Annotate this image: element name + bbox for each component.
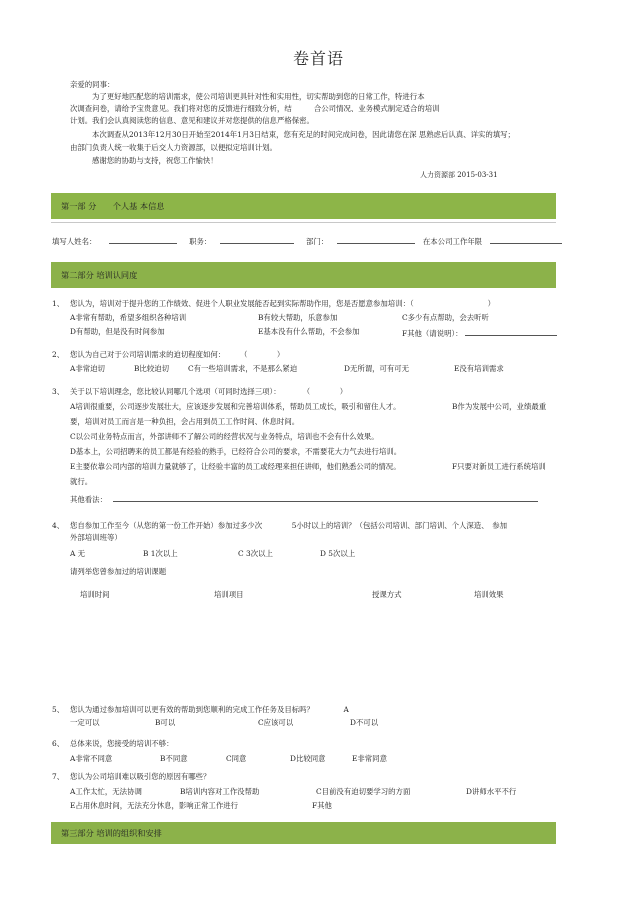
page-title: 卷首语 — [292, 49, 344, 68]
option-c[interactable]: C同意 — [226, 754, 247, 763]
divider — [51, 222, 556, 223]
intro-line: 本次调查从2013年12月30日开始至2014年1月3日结束，您有充足的时间完成问卷，因此请您在深 思熟虑后认真、详实的填写； — [92, 130, 515, 139]
option-d[interactable]: D无所谓，可有可无 — [344, 364, 410, 373]
option-a[interactable]: A非常有帮助，希望多组织各种培训 — [70, 313, 187, 322]
option-b[interactable]: B比较迫切 — [134, 364, 169, 373]
other-field[interactable] — [465, 327, 557, 336]
intro-line: 为了更好地匹配您的培训需求，使公司培训更具针对性和实用性，切实帮助到您的日常工作，特进行本 — [92, 92, 425, 101]
section-header-3: 第三部分 培训的组织和安排 — [51, 822, 556, 844]
option-b[interactable]: B不同意 — [160, 754, 188, 763]
name-label: 填写人姓名： — [52, 237, 97, 246]
personal-info-row — [52, 235, 562, 247]
option-c[interactable]: C应该可以 — [258, 718, 294, 727]
section-header-1: 第一部 分 个人基 本信息 — [51, 193, 556, 219]
option-b[interactable]: B可以 — [155, 718, 176, 727]
option-e[interactable]: E基本没有什么帮助，不会参加 — [258, 327, 360, 336]
option-e[interactable]: E非常同意 — [352, 754, 387, 763]
option-e[interactable]: E占用休息时间，无法充分休息，影响正常工作进行 — [70, 801, 238, 810]
option-f[interactable]: F只要对新员工进行系统培训 — [452, 462, 546, 471]
option-a[interactable]: A非常迫切 — [70, 364, 105, 373]
question-number: 3、 — [52, 387, 65, 396]
option-a[interactable]: A工作太忙，无法协调 — [70, 787, 142, 796]
option-c[interactable]: C有一些培训需求，不是那么紧迫 — [188, 364, 298, 373]
option-d[interactable]: D讲师水平不行 — [466, 787, 517, 796]
option-e[interactable]: E主要依靠公司内部的培训力量就够了，让经验丰富的员工或经理来担任讲师，他们熟悉公司的情况。 — [70, 462, 401, 471]
salutation: 亲爱的同事： — [70, 80, 115, 89]
signature: 人力资源部 2015-03-31 — [420, 171, 498, 179]
option-b-cont: 要，培训对员工而言是一种负担，会占用到员工工作时间、休息时间。 — [70, 417, 300, 426]
question-text: 总体来说，您接受的培训不够： — [70, 739, 174, 748]
section-header-2: 第二部分 培训认同度 — [51, 262, 556, 288]
question-number: 1、 — [52, 299, 65, 308]
other-opinion-field[interactable] — [113, 493, 538, 502]
intro-line: 由部门负责人统一收集于后交人力资源部，以便拟定培训计划。 — [70, 143, 277, 152]
option-b[interactable]: B培训内容对工作没帮助 — [180, 787, 260, 796]
option-d[interactable]: D基本上，公司招聘来的员工都是有经验的熟手，已经符合公司的要求，不需要花大力气去进行培训。 — [70, 447, 402, 456]
option-b[interactable]: B有较大帮助，乐意参加 — [258, 313, 338, 322]
table-header-time: 培训时间 — [80, 590, 110, 599]
question-number: 2、 — [52, 350, 65, 359]
question-text: 关于以下培训理念，您比较认同哪几个选项（可同时选择三项）： （ ） — [70, 387, 348, 396]
option-a[interactable]: A非常不同意 — [70, 754, 113, 763]
option-d[interactable]: D 5次以上 — [320, 549, 356, 558]
option-e[interactable]: E没有培训需求 — [454, 364, 504, 373]
intro-line: 计划。我们会认真阅读您的信息、意见和建议并对您提供的信息严格保密。 — [70, 116, 314, 125]
question-text-cont: 外部培训班等） — [70, 533, 122, 542]
option-c[interactable]: C以公司业务特点而言，外部讲师不了解公司的经营状况与业务特点，培训也不会有什么效果。 — [70, 432, 379, 441]
option-c[interactable]: C多少有点帮助，会去听听 — [402, 313, 489, 322]
option-a[interactable]: A 无 — [70, 549, 86, 558]
question-number: 7、 — [52, 772, 65, 781]
name-field[interactable] — [109, 235, 177, 244]
dept-field[interactable] — [337, 235, 415, 244]
years-label: 在本公司工作年限 — [422, 237, 483, 246]
other-opinion[interactable]: 其他看法： — [70, 493, 538, 505]
table-header-method: 授课方式 — [372, 590, 402, 599]
table-header-project: 培训项目 — [214, 590, 244, 599]
option-b[interactable]: B作为发展中公司，业绩最重 — [452, 402, 547, 411]
option-f[interactable]: F其他（请说明）： — [402, 327, 557, 339]
option-a[interactable]: 一定可以 — [70, 718, 100, 727]
option-f[interactable]: F其他 — [312, 801, 332, 810]
option-d[interactable]: D有帮助，但是没有时间参加 — [70, 327, 165, 336]
position-field[interactable] — [220, 235, 294, 244]
option-b[interactable]: B 1次以上 — [143, 549, 178, 558]
option-c[interactable]: C目前没有迫切要学习的方面 — [316, 787, 411, 796]
question-text: 您认为，培训对于提升您的工作绩效、促进个人职业发展能否起到实际帮助作用，您是否愿意参加培训：（ ） — [70, 299, 495, 308]
thanks-line: 感谢您的协助与支持，祝您工作愉快！ — [92, 156, 218, 165]
option-d[interactable]: D比较同意 — [290, 754, 326, 763]
question-text: 您认为公司培训难以吸引您的原因有哪些？ — [70, 772, 211, 781]
option-d[interactable]: D不可以 — [350, 718, 379, 727]
option-c[interactable]: C 3次以上 — [238, 549, 273, 558]
question-text: 您认为通过参加培训可以更有效的帮助到您顺利的完成工作任务及目标吗？ A — [70, 705, 349, 714]
dept-label: 部门： — [305, 237, 329, 246]
option-a[interactable]: A培训很重要，公司逐步发展壮大，应该逐步发展和完善培训体系，帮助员工成长，吸引和留住人才。 — [70, 402, 401, 411]
intro-line: 次调查问卷，请给予宝贵意见。我们将对您的反馈进行细致分析，结 合公司情况、业务模式制定适合的培训 — [70, 104, 440, 113]
list-prompt: 请列举您曾参加过的培训课题 — [70, 567, 167, 576]
question-number: 6、 — [52, 739, 65, 748]
question-number: 4、 — [52, 521, 65, 530]
table-header-effect: 培训效果 — [474, 590, 504, 599]
question-number: 5、 — [52, 705, 65, 714]
years-field[interactable] — [490, 235, 562, 244]
position-label: 职务： — [189, 237, 212, 246]
question-text: 您认为自己对于公司培训需求的迫切程度如何： （ ） — [70, 350, 285, 359]
question-text: 您自参加工作至今（从您的第一份工作开始）参加过多少次 5小时以上的培训？（包括公司培训、部门培训、个人深造、 参加 — [70, 521, 508, 530]
option-f-cont: 就行。 — [70, 477, 93, 486]
